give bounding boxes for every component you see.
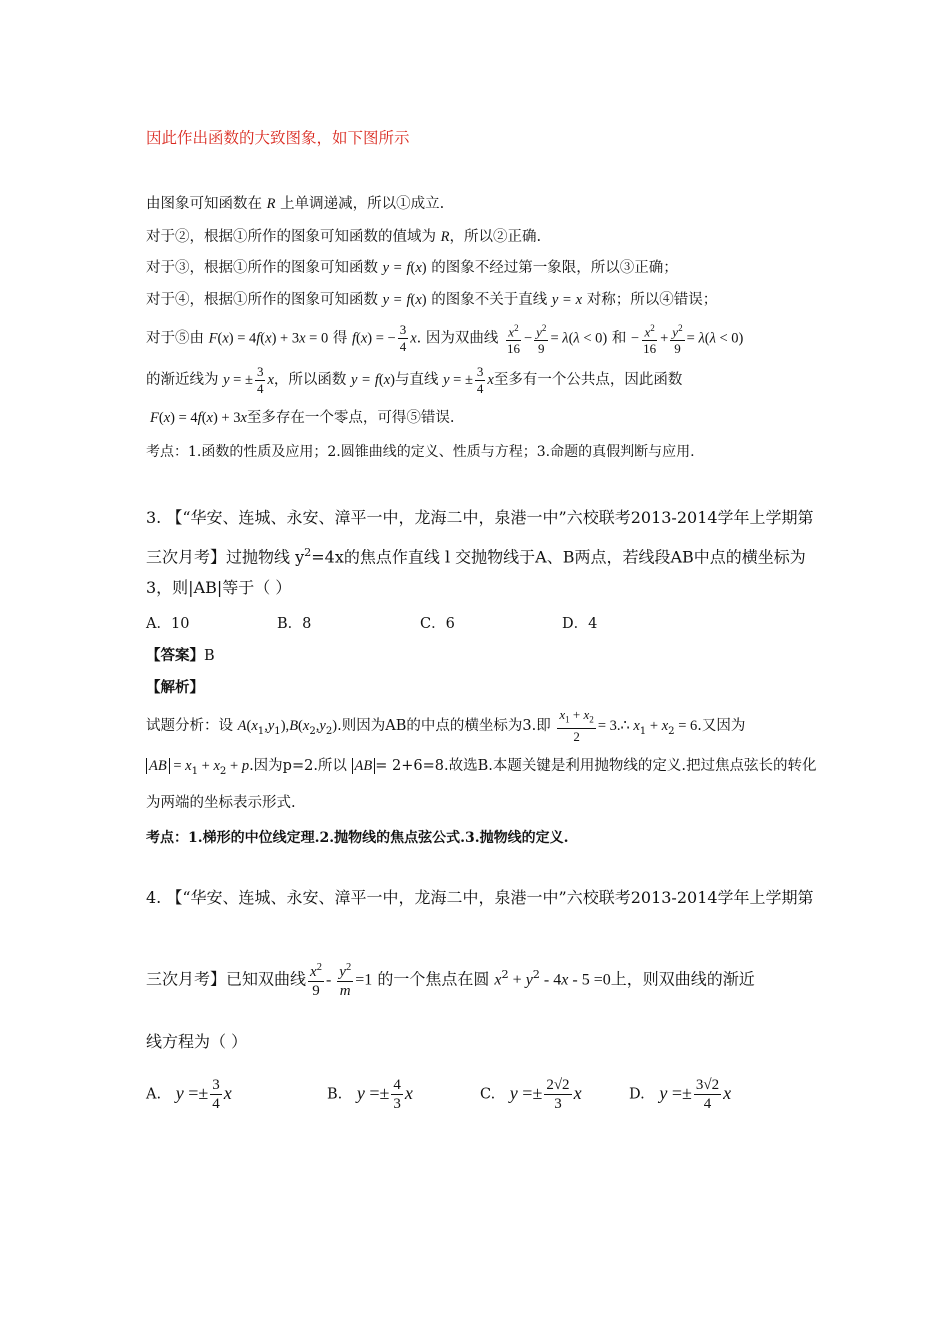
answer-value: B bbox=[204, 648, 215, 664]
q3-solution-line-1: 试题分析：设 $A(x_1,y_1),B(x_2,y_2)$.则因为AB的中点的横坐标为3.即 $\frac{x_1 + x_2}{2}$ = 3.∴ $x_1 + x_2 = 6$.又因为 bbox=[146, 707, 746, 744]
text: 对称；所以④错误； bbox=[586, 292, 718, 308]
option-label: D. bbox=[629, 1086, 645, 1103]
text: 试题分析：设 bbox=[146, 718, 233, 734]
analysis-line-5: 对于⑤由 F(x) = 4f(x) + 3x = 0 得 f(x) = − $\frac{3}{4}$ x. 因为双曲线 $\frac{x^2}{16}$ − $\frac{y^2}{9}$ = λ(λ < 0) 和 − $\frac{x^2}{16}$ + $\frac{y^2}{9}$ = λ(λ < 0) bbox=[146, 320, 743, 357]
option-label: A. bbox=[146, 1086, 162, 1103]
text: 至多有一个公共点，因此函数 bbox=[493, 372, 683, 388]
q4-option-d: D. y =± $\frac{3√2}{4}$ x bbox=[629, 1077, 732, 1112]
text: 和 bbox=[611, 330, 627, 347]
text: 对于②，根据①所作的图象可知函数的值域为 bbox=[146, 229, 436, 245]
q3-option-d: D．4 bbox=[562, 616, 598, 632]
q3-solution-line-3: 为两端的坐标表示形式. bbox=[146, 795, 296, 811]
kaodian-1: 考点：1.函数的性质及应用；2.圆锥曲线的定义、性质与方程；3.命题的真假判断与应用. bbox=[146, 444, 695, 460]
answer-label: 【答案】 bbox=[146, 647, 204, 664]
text: 对于③，根据①所作的图象可知函数 bbox=[146, 260, 378, 276]
text: ，所以函数 bbox=[273, 372, 347, 388]
q3-option-a: A．10 bbox=[146, 616, 190, 632]
text: 三次月考】过抛物线 y bbox=[146, 547, 305, 567]
kaodian-2: 考点：1.梯形的中位线定理.2.抛物线的焦点弦公式.3.抛物线的定义. bbox=[146, 830, 569, 846]
text: 对于④，根据①所作的图象可知函数 bbox=[146, 292, 378, 308]
text: 三次月考】已知双曲线 bbox=[146, 969, 307, 989]
text: 的一个焦点在圆 bbox=[377, 969, 490, 989]
text: 的渐近线为 bbox=[146, 372, 219, 388]
q4-line-3: 线方程为（ ） bbox=[146, 1032, 248, 1051]
q3-analysis-label: 【解析】 bbox=[146, 679, 204, 696]
text: .因为p=2.所以 bbox=[249, 758, 347, 774]
text: =4x的焦点作直线 l 交抛物线于A、B两点，若线段AB中点的横坐标为 bbox=[311, 547, 806, 567]
q4-line-1: 4. 【“华安、连城、永安、漳平一中，龙海二中，泉港一中”六校联考2013-2014学年上学期第 bbox=[146, 888, 814, 907]
intro-text: 因此作出函数的大致图象，如下图所示 bbox=[146, 129, 410, 147]
text: 上，则双曲线的渐近 bbox=[610, 969, 755, 989]
text: .则因为AB的中点的横坐标为3.即 bbox=[337, 718, 551, 734]
text: 得 bbox=[332, 330, 348, 347]
text: .又因为 bbox=[697, 718, 746, 734]
text: = 2+6=8.故选B.本题关键是利用抛物线的定义.把过焦点弦长的转化 bbox=[375, 758, 817, 774]
q4-line-2: 三次月考】已知双曲线 $\frac{x^2}{9}$ - $\frac{y^2}{m}$ =1 的一个焦点在圆 $x^2 + y^2 - 4x - 5 =0$上，则双曲线的渐近 bbox=[146, 950, 755, 1005]
q3-option-c: C．6 bbox=[420, 616, 455, 632]
text: 对于⑤由 bbox=[146, 330, 204, 347]
q3-answer bbox=[146, 646, 215, 666]
q3-solution-line-2: AB = $x_1 + x_2 + p$.因为p=2.所以 AB = 2+6=8.故选B.本题关键是利用抛物线的定义.把过焦点弦长的转化 bbox=[146, 756, 816, 782]
q4-option-b: B. y =± $\frac{4}{3}$ x bbox=[327, 1077, 413, 1112]
text: 上单调递减，所以①成立. bbox=[280, 196, 445, 212]
q3-line-2: 三次月考】过抛物线 $y^2=4x$的焦点作直线 l 交抛物线于A、B两点，若线段AB中点的横坐标为 bbox=[146, 546, 806, 567]
analysis-line-1: 由图象可知函数在 R 上单调递减，所以①成立. bbox=[146, 196, 445, 212]
text: 的图象不经过第一象限，所以③正确； bbox=[431, 260, 678, 276]
text: . 因为双曲线 bbox=[416, 330, 499, 347]
q3-line-1: 3. 【“华安、连城、永安、漳平一中，龙海二中，泉港一中”六校联考2013-2014学年上学期第 bbox=[146, 508, 814, 527]
option-label: C. bbox=[480, 1086, 496, 1103]
q3-option-b: B．8 bbox=[277, 616, 312, 632]
analysis-line-4: 对于④，根据①所作的图象可知函数 y = f(x) 的图象不关于直线 y = x 对称；所以④错误； bbox=[146, 292, 718, 308]
text: 由图象可知函数在 bbox=[146, 196, 262, 212]
analysis-line-2: 对于②，根据①所作的图象可知函数的值域为 R，所以②正确. bbox=[146, 229, 542, 245]
q4-option-c: C. y =± $\frac{2√2}{3}$ x bbox=[480, 1077, 582, 1112]
q3-line-3: 3，则|AB|等于（ ） bbox=[146, 578, 292, 597]
text: 与直线 bbox=[394, 372, 439, 388]
analysis-line-7: F(x) = 4f(x) + 3x至多存在一个零点，可得⑤错误. bbox=[150, 410, 455, 426]
analysis-line-6: 的渐近线为 y = ± $\frac{3}{4}$ x，所以函数 y = f(x)与直线 y = ± $\frac{3}{4}$ x至多有一个公共点，因此函数 bbox=[146, 363, 683, 396]
text: 至多存在一个零点，可得⑤错误. bbox=[246, 410, 455, 426]
q4-option-a: A. y =± $\frac{3}{4}$ x bbox=[146, 1077, 232, 1112]
text: ，所以②正确. bbox=[449, 229, 542, 245]
option-label: B. bbox=[327, 1086, 343, 1103]
analysis-line-3: 对于③，根据①所作的图象可知函数 y = f(x) 的图象不经过第一象限，所以③正确； bbox=[146, 260, 678, 276]
text: 的图象不关于直线 bbox=[431, 292, 548, 308]
